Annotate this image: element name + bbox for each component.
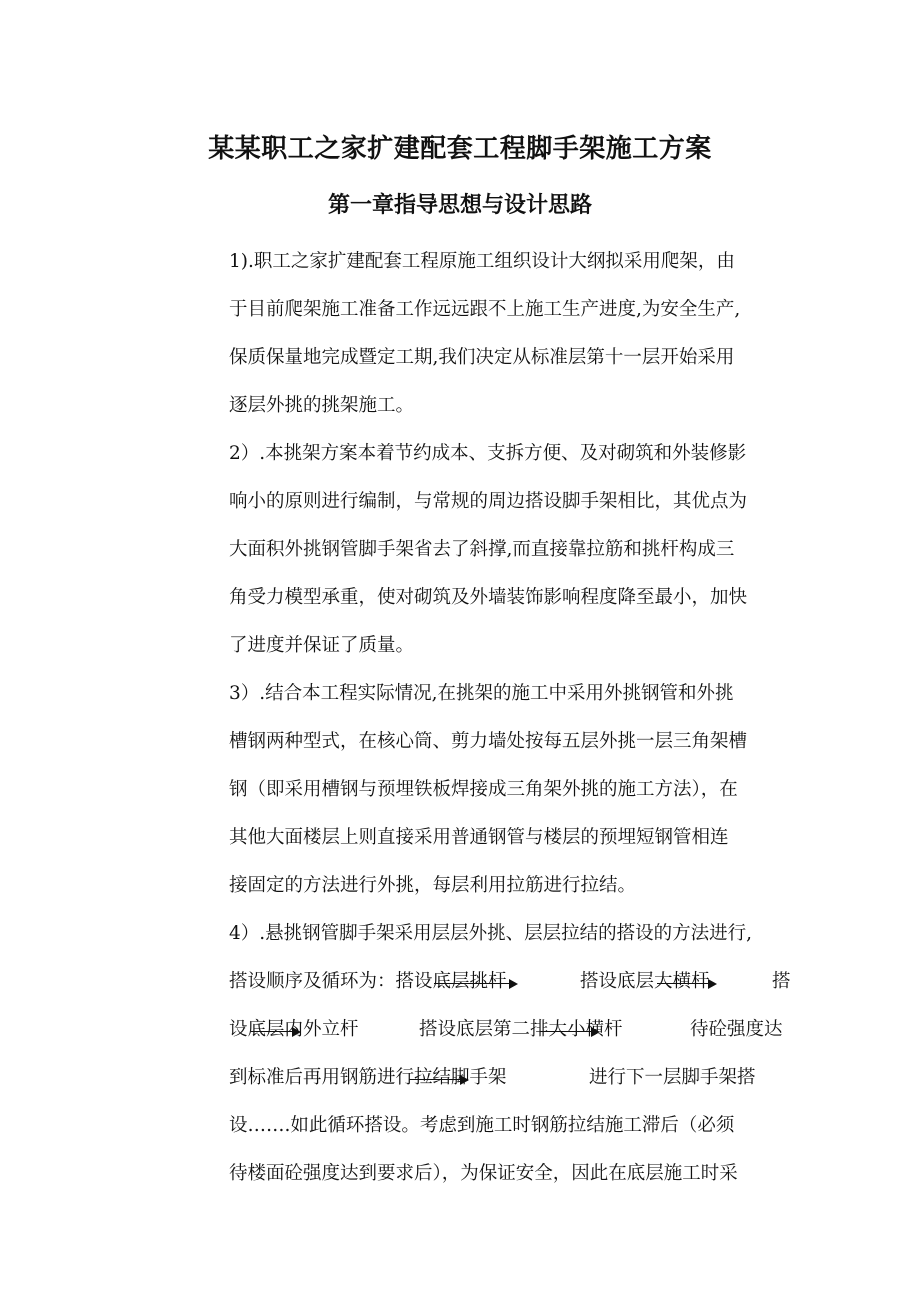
paragraph-line: 2）.本挑架方案本着节约成本、支拆方便、及对砌筑和外装修影 xyxy=(229,443,747,464)
paragraph-line: 于目前爬架施工准备工作远远跟不上施工生产进度,为安全生产, xyxy=(229,299,741,320)
flow-step: 到标准后再用钢筋进行拉结脚手架 xyxy=(229,1067,507,1088)
flow-line xyxy=(229,1017,791,1043)
paragraph-line: 槽钢两种型式，在核心筒、剪力墙处按每五层外挑一层三角架槽 xyxy=(229,731,748,752)
paragraph-line: 逐层外挑的挑架施工。 xyxy=(229,395,415,416)
flow-step: 待砼强度达 xyxy=(690,1019,783,1040)
flow-step: 搭设顺序及循环为：搭设底层挑杆 xyxy=(229,971,507,992)
flow-step: 进行下一层脚手架搭 xyxy=(589,1067,756,1088)
flow-step: 搭设底层第二排大小横杆 xyxy=(419,1019,623,1040)
paragraph-line: 设…….如此循环搭设。考虑到施工时钢筋拉结施工滞后（必须 xyxy=(229,1115,735,1136)
chapter-heading: 第一章指导思想与设计思路 xyxy=(327,193,592,218)
flow-arrow-icon xyxy=(434,977,518,991)
paragraph-line: 角受力模型承重，使对砌筑及外墙装饰影响程度降至最小，加快 xyxy=(229,587,748,608)
flow-step: 设底层内外立杆 xyxy=(229,1019,359,1040)
flow-arrow-icon xyxy=(540,1025,600,1039)
paragraph-line: 其他大面楼层上则直接采用普通钢管与楼层的预埋短钢管相连 xyxy=(229,827,729,848)
flow-arrow-icon xyxy=(251,1025,301,1039)
paragraph-line: 大面积外挑钢管脚手架省去了斜撑,而直接靠拉筋和挑杆构成三 xyxy=(229,539,735,560)
paragraph-line: 响小的原则进行编制，与常规的周边搭设脚手架相比，其优点为 xyxy=(229,491,748,512)
paragraph-line: 4）.悬挑钢管脚手架采用层层外挑、层层拉结的搭设的方法进行, xyxy=(229,923,753,944)
flow-line xyxy=(229,1065,791,1091)
flow-arrow-icon xyxy=(409,1073,469,1087)
paragraph-line: 了进度并保证了质量。 xyxy=(229,635,415,656)
flow-step: 搭设底层大横杆 xyxy=(580,971,710,992)
flow-arrow-icon xyxy=(657,977,717,991)
paragraph-line: 钢（即采用槽钢与预埋铁板焊接成三角架外挑的施工方法），在 xyxy=(229,779,738,800)
document-title: 某某职工之家扩建配套工程脚手架施工方案 xyxy=(208,134,712,164)
paragraph-line: 1).职工之家扩建配套工程原施工组织设计大纲拟采用爬架，由 xyxy=(229,251,735,272)
flow-step: 搭 xyxy=(772,971,791,992)
paragraph-line: 保质保量地完成暨定工期,我们决定从标准层第十一层开始采用 xyxy=(229,347,735,368)
paragraph-line: 3）.结合本工程实际情况,在挑架的施工中采用外挑钢管和外挑 xyxy=(229,683,734,704)
flow-line xyxy=(229,969,791,995)
paragraph-line: 待楼面砼强度达到要求后），为保证安全，因此在底层施工时采 xyxy=(229,1163,738,1184)
paragraph-line: 接固定的方法进行外挑，每层利用拉筋进行拉结。 xyxy=(229,875,637,896)
